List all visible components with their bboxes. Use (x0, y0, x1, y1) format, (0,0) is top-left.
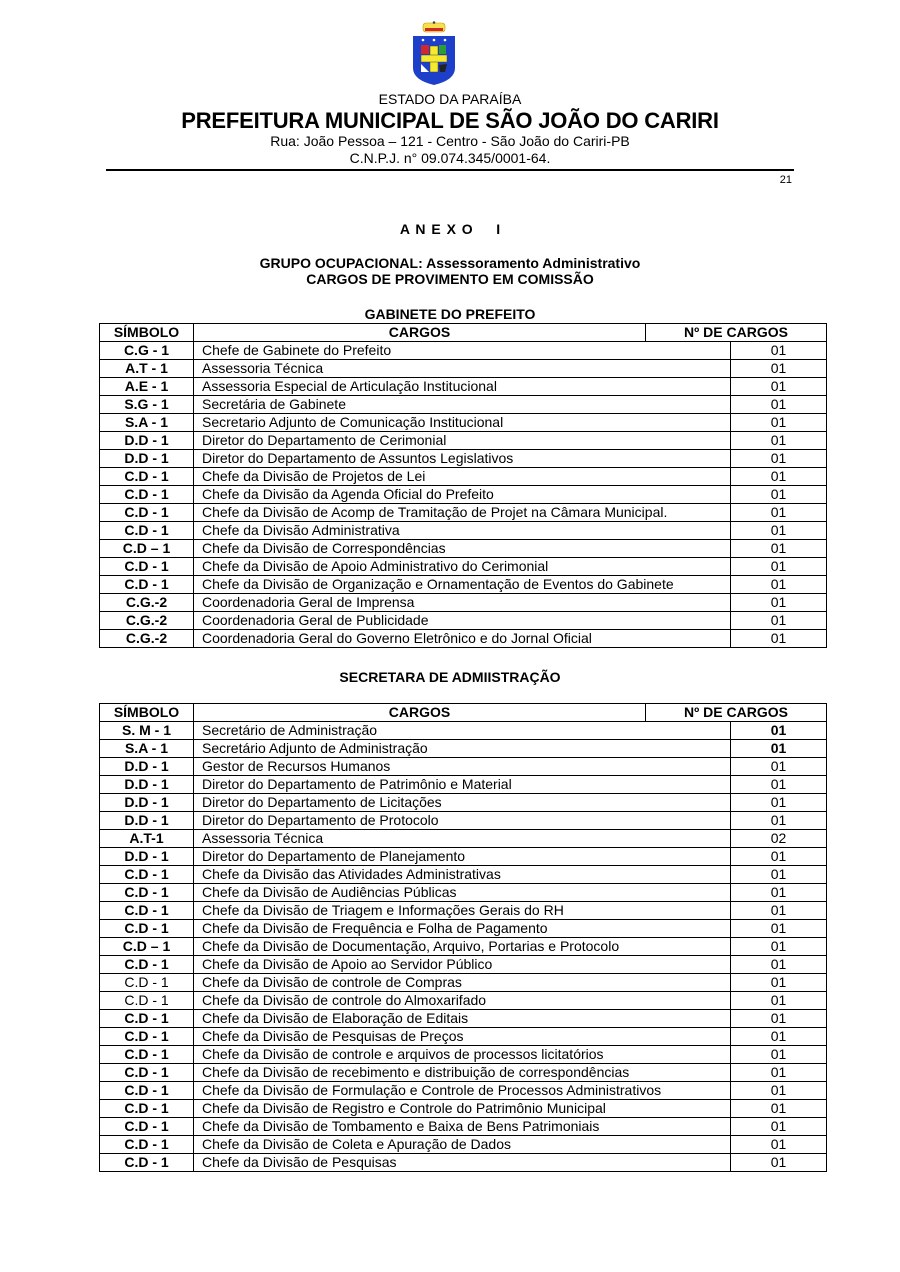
cell-simbolo: C.D - 1 (100, 974, 194, 992)
municipality-title: PREFEITURA MUNICIPAL DE SÃO JOÃO DO CARIRI (181, 108, 719, 133)
table-row (100, 342, 827, 360)
table-row (100, 740, 827, 758)
cell-simbolo: C.D - 1 (100, 1118, 194, 1136)
cell-simbolo: D.D - 1 (100, 432, 194, 450)
table-row (100, 974, 827, 992)
table-row (100, 594, 827, 612)
cell-cargo: Chefe da Divisão de controle do Almoxarifado (194, 992, 731, 1010)
cell-simbolo: C.D - 1 (100, 486, 194, 504)
table-row (100, 378, 827, 396)
cell-simbolo: C.D - 1 (100, 1010, 194, 1028)
cell-simbolo: C.D - 1 (100, 522, 194, 540)
cell-cargo: Diretor do Departamento de Planejamento (194, 848, 731, 866)
table-row (100, 1136, 827, 1154)
table-row (100, 830, 827, 848)
cell-cargo: Diretor do Departamento de Assuntos Legislativos (194, 450, 731, 468)
table-row (100, 1154, 827, 1172)
table-row (100, 522, 827, 540)
cell-cargo: Diretor do Departamento de Patrimônio e Material (194, 776, 731, 794)
cell-simbolo: C.D - 1 (100, 576, 194, 594)
table-administracao (99, 703, 827, 1172)
cell-simbolo: S.A - 1 (100, 414, 194, 432)
cell-cargo: Chefe da Divisão de Formulação e Controle de Processos Administrativos (194, 1082, 731, 1100)
cell-numero: 01 (731, 920, 827, 938)
table-row (100, 1100, 827, 1118)
table-row (100, 1082, 827, 1100)
cell-cargo: Assessoria Técnica (194, 360, 731, 378)
cell-simbolo: C.G - 1 (100, 342, 194, 360)
cell-simbolo: A.T-1 (100, 830, 194, 848)
header-divider (106, 169, 794, 171)
cell-simbolo: D.D - 1 (100, 450, 194, 468)
cell-simbolo: S. M - 1 (100, 722, 194, 740)
table-row (100, 722, 827, 740)
col-header-simbolo: SÍMBOLO (100, 324, 194, 342)
cell-simbolo: C.D - 1 (100, 956, 194, 974)
cell-cargo: Chefe da Divisão de Frequência e Folha de Pagamento (194, 920, 731, 938)
cell-numero: 01 (731, 486, 827, 504)
cell-numero: 01 (731, 558, 827, 576)
cell-cargo: Diretor do Departamento de Licitações (194, 794, 731, 812)
cell-simbolo: C.D - 1 (100, 1154, 194, 1172)
cell-cargo: Chefe da Divisão de Documentação, Arquivo, Portarias e Protocolo (194, 938, 731, 956)
cell-cargo: Diretor do Departamento de Protocolo (194, 812, 731, 830)
cell-cargo: Chefe da Divisão de Registro e Controle do Patrimônio Municipal (194, 1100, 731, 1118)
table-row (100, 504, 827, 522)
cell-numero: 01 (731, 396, 827, 414)
cell-cargo: Chefe da Divisão das Atividades Administrativas (194, 866, 731, 884)
cell-numero: 01 (731, 1154, 827, 1172)
page-number: 21 (779, 174, 792, 186)
cell-numero: 01 (731, 342, 827, 360)
occupational-group (0, 255, 900, 287)
cell-numero: 01 (731, 1100, 827, 1118)
cell-cargo: Diretor do Departamento de Cerimonial (194, 432, 731, 450)
cell-cargo: Chefe da Divisão de controle de Compras (194, 974, 731, 992)
table-row (100, 396, 827, 414)
cell-simbolo: C.D – 1 (100, 938, 194, 956)
table-row (100, 992, 827, 1010)
cell-numero: 01 (731, 468, 827, 486)
col-header-numero: Nº DE CARGOS (646, 704, 827, 722)
table-row (100, 540, 827, 558)
cell-simbolo: C.D - 1 (100, 1136, 194, 1154)
col-header-numero: Nº DE CARGOS (646, 324, 827, 342)
cell-cargo: Chefe da Divisão de Correspondências (194, 540, 731, 558)
cell-simbolo: C.D - 1 (100, 1082, 194, 1100)
table-header-row (100, 324, 827, 342)
cell-cargo: Chefe da Divisão de Acomp de Tramitação de Projet na Câmara Municipal. (194, 504, 731, 522)
cell-simbolo: A.E - 1 (100, 378, 194, 396)
table-row (100, 884, 827, 902)
cell-numero: 01 (731, 1046, 827, 1064)
cell-cargo: Chefe da Divisão de recebimento e distribuição de correspondências (194, 1064, 731, 1082)
col-header-simbolo: SÍMBOLO (100, 704, 194, 722)
col-header-cargos: CARGOS (194, 324, 646, 342)
table-row (100, 1028, 827, 1046)
cell-numero: 01 (731, 902, 827, 920)
table-row (100, 902, 827, 920)
group-title: GRUPO OCUPACIONAL: Assessoramento Administrativo (259, 255, 641, 271)
table-gabinete (99, 323, 827, 648)
col-header-cargos: CARGOS (194, 704, 646, 722)
cell-cargo: Chefe da Divisão de Apoio Administrativo do Cerimonial (194, 558, 731, 576)
cnpj: C.N.P.J. n° 09.074.345/0001-64. (349, 150, 551, 166)
cell-simbolo: A.T - 1 (100, 360, 194, 378)
table-row (100, 558, 827, 576)
table-row (100, 630, 827, 648)
cell-simbolo: C.D - 1 (100, 504, 194, 522)
cell-numero: 01 (731, 848, 827, 866)
address: Rua: João Pessoa – 121 - Centro - São João do Cariri-PB (270, 133, 630, 149)
annex-title: A N E X O I (399, 221, 501, 237)
cell-simbolo: C.D - 1 (100, 1046, 194, 1064)
cell-cargo: Coordenadoria Geral de Imprensa (194, 594, 731, 612)
cell-cargo: Chefe da Divisão Administrativa (194, 522, 731, 540)
cell-simbolo: C.G.-2 (100, 612, 194, 630)
cell-numero: 01 (731, 938, 827, 956)
cell-cargo: Chefe da Divisão da Agenda Oficial do Prefeito (194, 486, 731, 504)
state-name: ESTADO DA PARAÍBA (378, 91, 522, 107)
cell-cargo: Secretario Adjunto de Comunicação Institucional (194, 414, 731, 432)
table-row (100, 920, 827, 938)
coat-of-arms-icon (410, 20, 458, 86)
table-row (100, 812, 827, 830)
table-row (100, 758, 827, 776)
cell-numero: 01 (731, 776, 827, 794)
cell-numero: 01 (731, 378, 827, 396)
table-header-row (100, 704, 827, 722)
group-subtitle: CARGOS DE PROVIMENTO EM COMISSÃO (306, 271, 594, 287)
cell-cargo: Assessoria Especial de Articulação Institucional (194, 378, 731, 396)
cell-cargo: Chefe da Divisão de Organização e Ornamentação de Eventos do Gabinete (194, 576, 731, 594)
cell-simbolo: S.A - 1 (100, 740, 194, 758)
cell-numero: 01 (731, 812, 827, 830)
table-row (100, 794, 827, 812)
section-title-administracao: SECRETARA DE ADMIISTRAÇÃO (339, 669, 561, 685)
cell-numero: 01 (731, 1028, 827, 1046)
cell-simbolo: D.D - 1 (100, 776, 194, 794)
table-row (100, 612, 827, 630)
cell-cargo: Chefe da Divisão de Elaboração de Editais (194, 1010, 731, 1028)
table-row (100, 956, 827, 974)
cell-cargo: Secretária de Gabinete (194, 396, 731, 414)
cell-cargo: Secretário Adjunto de Administração (194, 740, 731, 758)
cell-numero: 01 (731, 612, 827, 630)
cell-cargo: Coordenadoria Geral do Governo Eletrônico e do Jornal Oficial (194, 630, 731, 648)
cell-numero: 01 (731, 992, 827, 1010)
cell-numero: 01 (731, 884, 827, 902)
cell-simbolo: D.D - 1 (100, 794, 194, 812)
cell-numero: 01 (731, 1118, 827, 1136)
section-title-gabinete: GABINETE DO PREFEITO (364, 306, 536, 322)
cell-numero: 01 (731, 794, 827, 812)
cell-simbolo: D.D - 1 (100, 848, 194, 866)
cell-numero: 01 (731, 576, 827, 594)
cell-cargo: Chefe da Divisão de Coleta e Apuração de Dados (194, 1136, 731, 1154)
cell-simbolo: C.G.-2 (100, 630, 194, 648)
table-row (100, 360, 827, 378)
table-row (100, 866, 827, 884)
cell-simbolo: C.D - 1 (100, 992, 194, 1010)
table-row (100, 848, 827, 866)
cell-cargo: Chefe da Divisão de Pesquisas de Preços (194, 1028, 731, 1046)
cell-cargo: Chefe da Divisão de Audiências Públicas (194, 884, 731, 902)
cell-numero: 01 (731, 866, 827, 884)
cell-numero: 01 (731, 450, 827, 468)
cell-numero: 01 (731, 722, 827, 740)
cell-numero: 01 (731, 522, 827, 540)
cell-simbolo: C.D - 1 (100, 902, 194, 920)
table-row (100, 432, 827, 450)
cell-cargo: Chefe da Divisão de Tombamento e Baixa de Bens Patrimoniais (194, 1118, 731, 1136)
cell-numero: 01 (731, 414, 827, 432)
table-row (100, 576, 827, 594)
cell-numero: 01 (731, 956, 827, 974)
cell-numero: 01 (731, 740, 827, 758)
cell-cargo: Assessoria Técnica (194, 830, 731, 848)
table-row (100, 938, 827, 956)
cell-numero: 01 (731, 758, 827, 776)
table-row (100, 468, 827, 486)
cell-cargo: Chefe da Divisão de Pesquisas (194, 1154, 731, 1172)
cell-numero: 01 (731, 504, 827, 522)
cell-cargo: Chefe da Divisão de Apoio ao Servidor Público (194, 956, 731, 974)
cell-simbolo: C.D – 1 (100, 540, 194, 558)
cell-numero: 01 (731, 1010, 827, 1028)
table-row (100, 1064, 827, 1082)
table-row (100, 486, 827, 504)
cell-numero: 01 (731, 540, 827, 558)
cell-simbolo: D.D - 1 (100, 812, 194, 830)
cell-simbolo: S.G - 1 (100, 396, 194, 414)
cell-simbolo: C.D - 1 (100, 1028, 194, 1046)
cell-simbolo: C.D - 1 (100, 920, 194, 938)
cell-cargo: Chefe de Gabinete do Prefeito (194, 342, 731, 360)
cell-cargo: Coordenadoria Geral de Publicidade (194, 612, 731, 630)
table-row (100, 414, 827, 432)
cell-cargo: Gestor de Recursos Humanos (194, 758, 731, 776)
cell-numero: 01 (731, 630, 827, 648)
cell-simbolo: C.D - 1 (100, 1100, 194, 1118)
cell-numero: 01 (731, 1064, 827, 1082)
cell-simbolo: C.D - 1 (100, 866, 194, 884)
table-row (100, 776, 827, 794)
cell-cargo: Secretário de Administração (194, 722, 731, 740)
table-row (100, 1046, 827, 1064)
cell-numero: 01 (731, 594, 827, 612)
table-row (100, 450, 827, 468)
cell-numero: 01 (731, 974, 827, 992)
cell-simbolo: C.D - 1 (100, 884, 194, 902)
cell-numero: 02 (731, 830, 827, 848)
cell-cargo: Chefe da Divisão de controle e arquivos de processos licitatórios (194, 1046, 731, 1064)
cell-simbolo: C.D - 1 (100, 1064, 194, 1082)
cell-simbolo: C.D - 1 (100, 468, 194, 486)
cell-numero: 01 (731, 360, 827, 378)
cell-cargo: Chefe da Divisão de Projetos de Lei (194, 468, 731, 486)
cell-cargo: Chefe da Divisão de Triagem e Informações Gerais do RH (194, 902, 731, 920)
cell-simbolo: C.G.-2 (100, 594, 194, 612)
cell-numero: 01 (731, 1082, 827, 1100)
cell-simbolo: D.D - 1 (100, 758, 194, 776)
cell-numero: 01 (731, 1136, 827, 1154)
cell-simbolo: C.D - 1 (100, 558, 194, 576)
cell-numero: 01 (731, 432, 827, 450)
table-row (100, 1010, 827, 1028)
table-row (100, 1118, 827, 1136)
